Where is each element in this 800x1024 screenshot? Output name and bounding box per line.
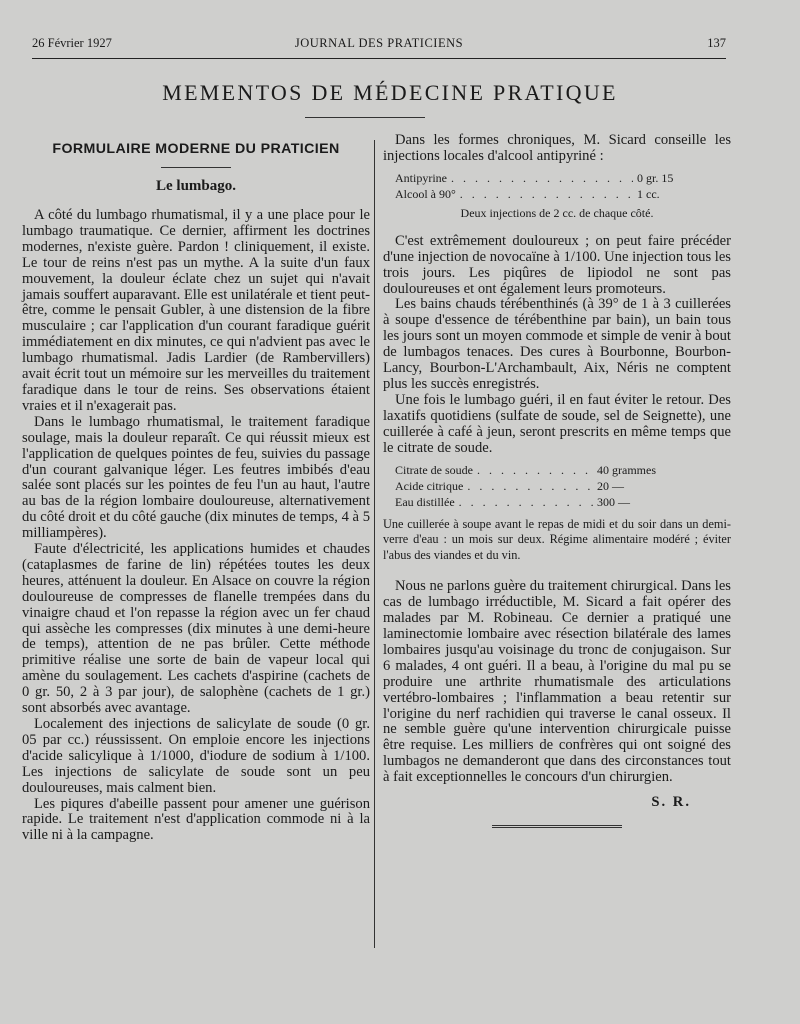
page-title: MEMENTOS DE MÉDECINE PRATIQUE (162, 80, 618, 105)
title-rule (305, 117, 425, 118)
formula-citrate (395, 463, 715, 511)
right-paragraphs-a (383, 234, 731, 457)
formula-row (395, 171, 715, 187)
dot-leader (467, 479, 593, 494)
paragraph-text: Nous ne parlons guère du traitement chirurgical. Dans les cas de lumbago irréductible, M. Sicard a fait opérer des malades par M. Robineau. Ce dernier a pratiqué une laminectomie lombaire avec résection bilatérale des lames lombaires jusqu'au voisinage du tronc de conjugaison. Sur 6 malades, 4 ont guéri. Il a beau, à l'origine du mal pu se produire une arthrite rhumatismale des articulations vertébro-lombaires ; l'inflammation a beau retentir sur l'origine du nerf rachidien qui traverse le canal osseux. Il ne semble guère qu'une intervention chirurgicale puisse être requise. Les milliers de confrères qui ont soigné des lumbagos ne demanderont que dans des circonstances tout à fait exceptionnelles le concours d'un chirurgien. (383, 578, 731, 786)
dot-leader (477, 463, 593, 478)
ingredient-quantity: 20 — (597, 479, 624, 493)
dot-leader (459, 495, 593, 510)
ingredient-quantity: 300 — (597, 495, 630, 509)
paragraph-text: Dans le lumbago rhumatismal, le traitement faradique soulage, mais la douleur reparaît. Ce qui réussit mieux est l'application de quelques pointes de feu, suivies du passage d'un courant galvanique léger. Les feutres imbibés d'eau salée sont placés sur les pointes de feu l'un au haut, l'autre au bas de la région lombaire douloureuse, alternativement du côté droit et du côté gauche (dix minutes de temps, 4 à 5 milliampères). (22, 413, 370, 542)
paragraph-text: Les bains chauds térébenthinés (à 39° de 1 à 3 cuillerées à soupe d'essence de térébenthine par bain), un bain tous les jours sont un moyen commode et simple de venir à bout de lumbagos tenaces. Des cures à Bourbonne, Bourbon-Lancy, Bourbon-L'Archambault, Aix, Néris ne comptent plus les succès enregistrés. (383, 296, 731, 392)
ingredient-name: Antipyrine (395, 171, 447, 186)
page-header (32, 36, 726, 59)
paragraph-text: C'est extrêmement douloureux ; on peut faire précéder d'une injection de novocaïne à 1/100. Une injection tous les trois jours. Les piqûres de lipiodol ne sont pas douloureuses et ont également leurs promoteurs. (383, 232, 731, 297)
ingredient-quantity: 1 cc. (637, 187, 660, 202)
ingredient-name: Alcool à 90° (395, 187, 456, 202)
paragraph (383, 234, 731, 298)
formula-row (395, 463, 715, 479)
dot-leader (451, 171, 633, 186)
ingredient-quantity: 40 grammes (597, 463, 656, 477)
formula-alcool-antipyrine (395, 171, 715, 203)
journal-name: JOURNAL DES PRATICIENS (294, 36, 464, 50)
formula-note: Deux injections de 2 cc. de chaque côté. (460, 205, 654, 220)
issue-date: 26 Février 1927 (32, 36, 112, 50)
paragraph (383, 393, 731, 457)
paragraph (383, 297, 731, 392)
section-heading: FORMULAIRE MODERNE DU PRATICIEN (52, 141, 340, 157)
right-paragraphs-b (383, 579, 731, 786)
paragraph (383, 579, 731, 786)
paragraph-text: Les piqures d'abeille passent pour amener une guérison rapide. Le traitement n'est d'application commode ni à la ville ni à la campagne. (22, 795, 370, 844)
formula-row (395, 495, 715, 511)
page-number: 137 (707, 36, 726, 50)
formula-row (395, 187, 715, 203)
right-column (383, 133, 731, 830)
author-signature: S. R. (651, 794, 691, 811)
ingredient-quantity: 0 gr. 15 (637, 171, 674, 186)
paragraph: Dans les formes chroniques, M. Sicard conseille les injections locales d'alcool antipyriné : (383, 132, 731, 164)
ingredient-name: Eau distillée (395, 495, 455, 509)
article-title: Le lumbago. (155, 178, 236, 194)
formula-note: Une cuillerée à soupe avant le repas de midi et du soir dans un demi-verre d'eau : un mois sur deux. Régime alimentaire modéré ; éviter l'abus des viandes et du vin. (383, 516, 731, 562)
left-column (22, 139, 370, 844)
formula-row (395, 479, 715, 495)
end-rule (492, 825, 622, 830)
paragraph (22, 797, 370, 845)
dot-leader (460, 187, 633, 202)
section-rule (161, 167, 231, 168)
paragraph (22, 415, 370, 542)
paragraph-text: Une fois le lumbago guéri, il en faut éviter le retour. Des laxatifs quotidiens (sulfate de soude, sel de Seignette), une cuillerée à café à jeun, seront prescrits en même temps que le citrate de soude. (383, 391, 731, 456)
paragraph-text: Localement des injections de salicylate de soude (0 gr. 05 par cc.) réussissent. On emploie encore les injections d'acide salicylique à 1/1000, d'iodure de sodium à 1/100. Les injections de salicylate de soude sont un peu douloureuses, mais calment bien. (22, 716, 370, 796)
ingredient-name: Citrate de soude (395, 463, 473, 477)
paragraph-text: A côté du lumbago rhumatismal, il y a une place pour le lumbago traumatique. Ce dernier, affirment les doctrines modernes, n'existe guère. Pardon ! cliniquement, il existe. Le tour de reins n'est pas un mythe. A la suite d'un faux mouvement, la douleur éclate chez un sujet qui n'avait jamais souffert auparavant. Elle est unilatérale et tient peut-être, comme le pensait Gubler, à une distension de la fibre musculaire ; car l'application d'un courant faradique guérit immédiatement en dix minutes, ce qui n'advient pas avec le lumbago rhumatismal. Jadis Lardier (de Rambervillers) avait écrit tout un mémoire sur les merveilles du traitement faradique dans le tour de reins. Ses observations étaient vraies et il n'exagerait pas. (22, 207, 370, 414)
paragraph (22, 717, 370, 797)
ingredient-name: Acide citrique (395, 479, 464, 493)
paragraph (22, 542, 370, 717)
paragraph-text: Faute d'électricité, les applications humides et chaudes (cataplasmes de farine de lin) répétées toutes les deux heures, atténuent la douleur. En Alsace on couvre la région douloureuse de compresses de flanelle trempées dans du vinaigre chaud et l'on repasse la région avec un fer chaud qui assèche les compresses (dix minutes à une demi-heure de temps), attention de ne pas brûler. Cette méthode primitive réalise une sorte de bain de vapeur local qui amène du soulagement. Les cachets d'aspirine (cachets de 0 gr. 50, 2 à 3 par jour), de salophène (cachets de 1 gr.) sont absorbés avec avantage. (22, 541, 370, 717)
column-divider (374, 140, 375, 948)
paragraph (22, 208, 370, 415)
left-paragraphs (22, 208, 370, 844)
